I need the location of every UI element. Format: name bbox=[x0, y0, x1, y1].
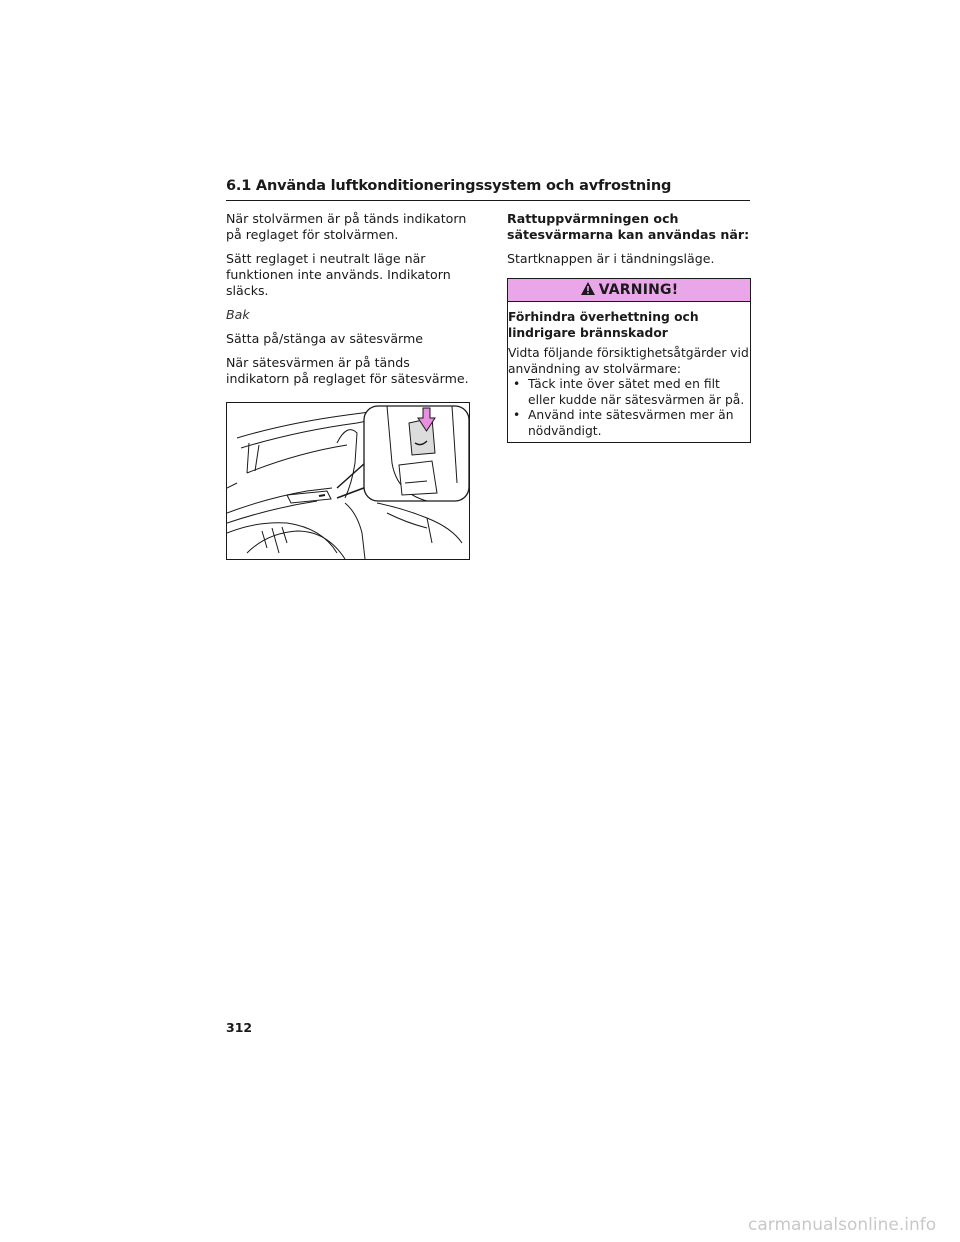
page-number: 312 bbox=[226, 1020, 253, 1035]
paragraph-neutral-position: Sätt reglaget i neutralt läge när funktionen inte används. Indikatorn släcks. bbox=[226, 251, 451, 298]
list-item: • Använd inte sätesvärmen mer än nödvändigt. bbox=[508, 408, 750, 439]
section-header bbox=[226, 178, 750, 201]
watermark: carmanualsonline.info bbox=[748, 1215, 937, 1235]
warning-box bbox=[507, 278, 751, 443]
subheading-rear: Bak bbox=[226, 307, 250, 322]
warning-triangle-icon bbox=[580, 281, 596, 300]
rear-seat-heater-illustration bbox=[226, 402, 470, 560]
warning-header bbox=[508, 279, 750, 302]
warning-subtitle: Förhindra överhettning och lindrigare brännskador bbox=[508, 310, 699, 340]
warning-title: VARNING! bbox=[598, 282, 679, 298]
usage-conditions-heading: Rattuppvärmningen och sätesvärmarna kan användas när: bbox=[507, 211, 750, 242]
warning-body bbox=[508, 302, 750, 439]
section-title: 6.1 Använda luftkonditioneringssystem och avfrostning bbox=[226, 178, 672, 194]
warning-bullet-list bbox=[508, 377, 750, 439]
paragraph-indicator-on: När stolvärmen är på tänds indikatorn på reglaget för stolvärmen. bbox=[226, 211, 467, 242]
warning-text: Vidta följande försiktighetsåtgärder vid användning av stolvärmare: bbox=[508, 346, 749, 376]
paragraph-seat-heater-indicator: När sätesvärmen är på tänds indikatorn på reglaget för sätesvärme. bbox=[226, 355, 469, 386]
right-column bbox=[507, 211, 751, 275]
usage-conditions-text: Startknappen är i tändningsläge. bbox=[507, 251, 715, 266]
paragraph-toggle-seat-heater: Sätta på/stänga av sätesvärme bbox=[226, 331, 424, 346]
left-column bbox=[226, 211, 476, 395]
list-item: • Täck inte över sätet med en filt eller kudde när sätesvärmen är på. bbox=[508, 377, 750, 408]
